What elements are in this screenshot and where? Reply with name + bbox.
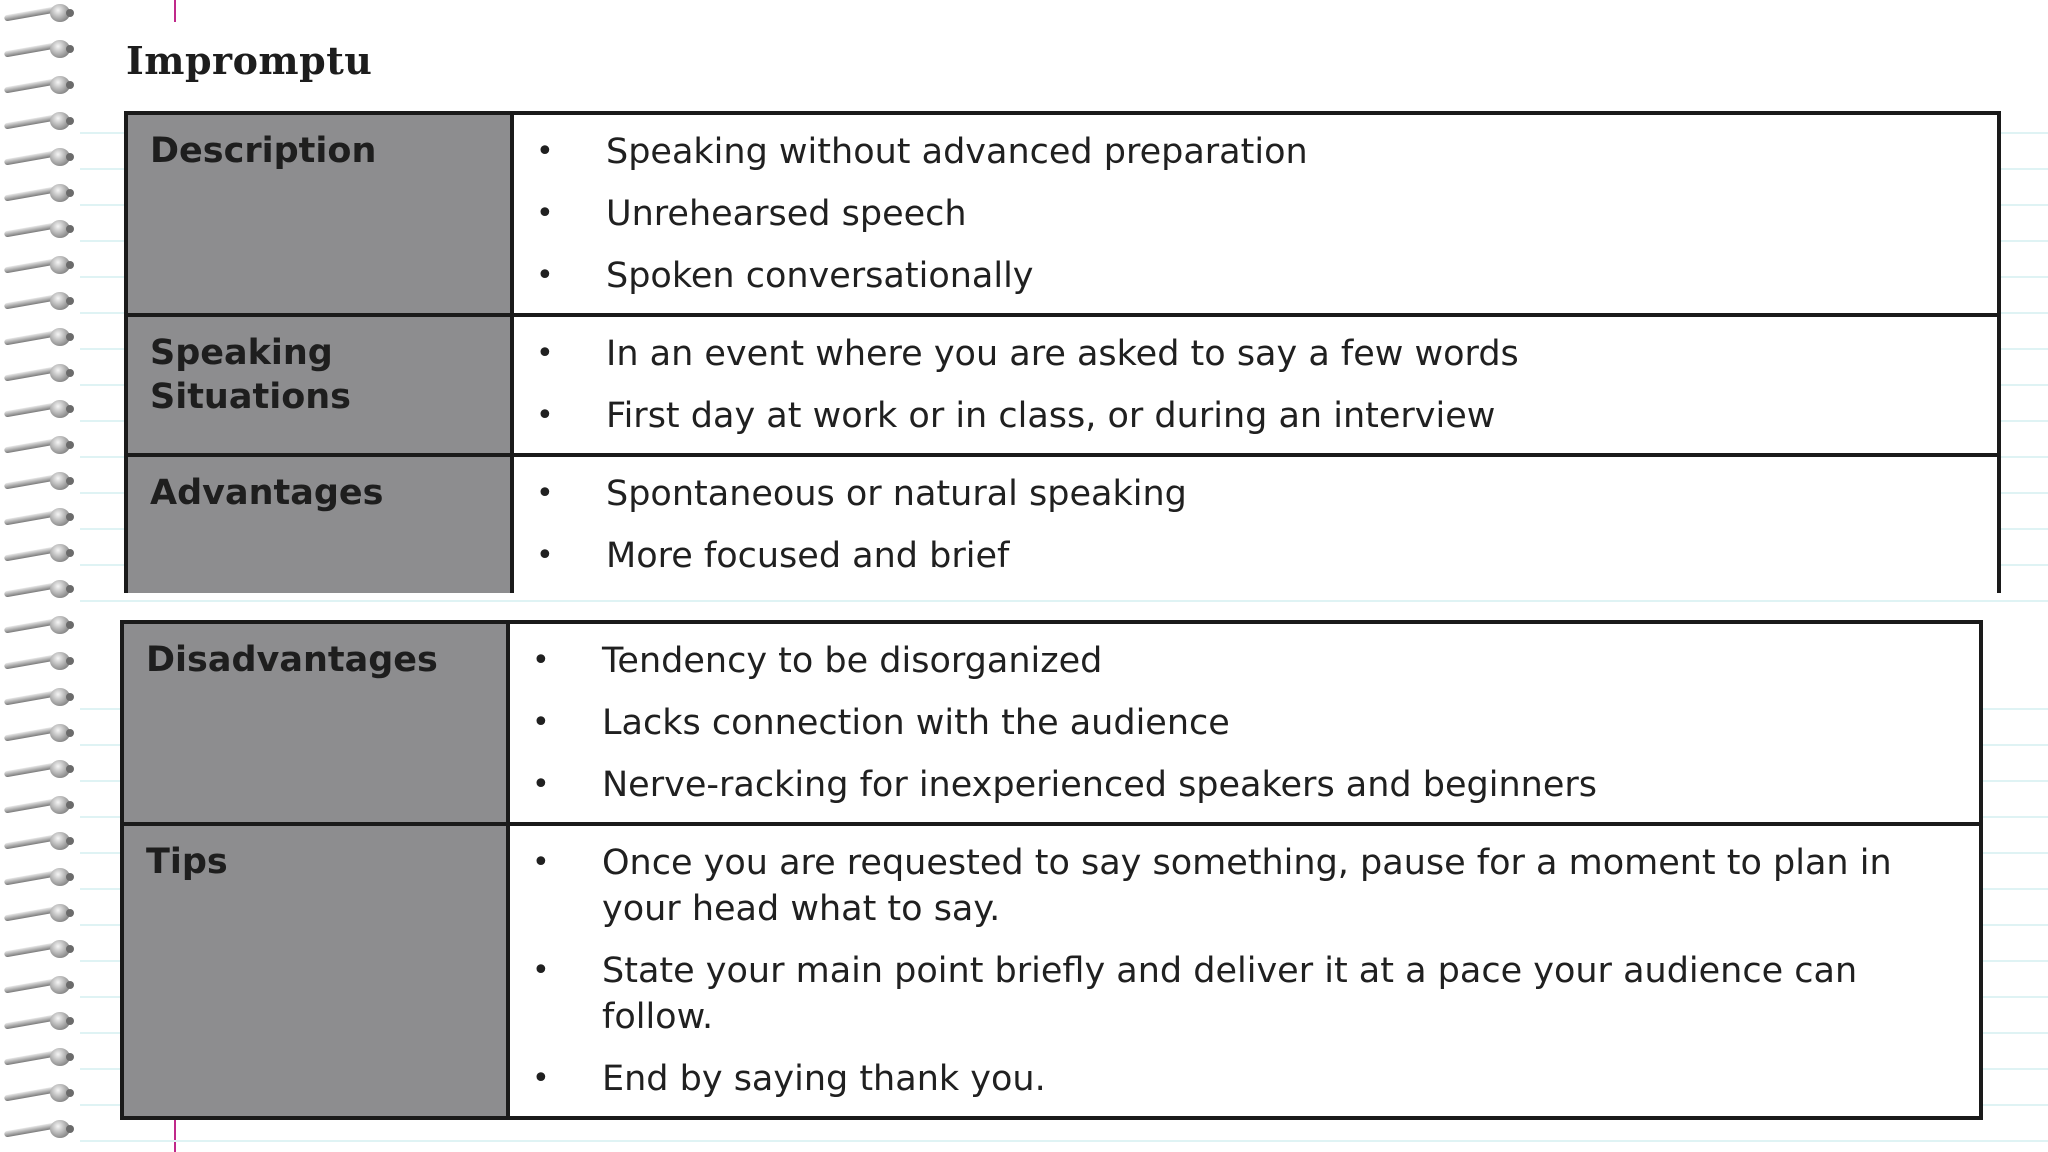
- bullet-icon: •: [536, 134, 554, 169]
- spiral-ring-icon: [4, 650, 76, 672]
- spiral-ring-icon: [4, 146, 76, 168]
- bullet-icon: •: [536, 538, 554, 573]
- spiral-ring-icon: [4, 794, 76, 816]
- bullet-list: [536, 331, 1977, 439]
- list-item: • Nerve-racking for inexperienced speakers and beginners: [532, 762, 1959, 808]
- row-label-tips: Tips: [122, 824, 508, 1118]
- row-content: [512, 113, 1999, 315]
- ruled-line: [80, 600, 2048, 602]
- table-row: [126, 113, 1999, 315]
- spiral-ring-icon: [4, 182, 76, 204]
- spiral-ring-icon: [4, 542, 76, 564]
- row-label-speaking-situations: Speaking Situations: [126, 315, 512, 455]
- list-item: • In an event where you are asked to say a few words: [536, 331, 1977, 377]
- list-item: • State your main point briefly and deliver it at a pace your audience can follow.: [532, 948, 1959, 1040]
- bullet-list: [536, 129, 1977, 299]
- spiral-ring-icon: [4, 1118, 76, 1140]
- list-item: • Lacks connection with the audience: [532, 700, 1959, 746]
- bullet-icon: •: [532, 643, 550, 678]
- spiral-ring-icon: [4, 434, 76, 456]
- bullet-icon: •: [536, 336, 554, 371]
- spiral-ring-icon: [4, 974, 76, 996]
- row-content: [508, 824, 1981, 1118]
- page-title: Impromptu: [126, 38, 373, 83]
- impromptu-table-top: [124, 111, 2001, 593]
- list-item: • First day at work or in class, or during an interview: [536, 393, 1977, 439]
- list-item: • Speaking without advanced preparation: [536, 129, 1977, 175]
- row-content: [508, 622, 1981, 824]
- spiral-ring-icon: [4, 866, 76, 888]
- row-content: [512, 315, 1999, 455]
- spiral-ring-icon: [4, 614, 76, 636]
- bullet-list: [532, 638, 1959, 808]
- spiral-ring-icon: [4, 1046, 76, 1068]
- spiral-ring-icon: [4, 326, 76, 348]
- spiral-ring-icon: [4, 506, 76, 528]
- list-item: • More focused and brief: [536, 533, 1977, 579]
- spiral-ring-icon: [4, 470, 76, 492]
- bullet-icon: •: [532, 705, 550, 740]
- spiral-ring-icon: [4, 722, 76, 744]
- spiral-ring-icon: [4, 398, 76, 420]
- impromptu-table-bottom: [120, 620, 1983, 1120]
- spiral-ring-icon: [4, 938, 76, 960]
- spiral-ring-icon: [4, 1010, 76, 1032]
- spiral-binding-icon: [0, 0, 82, 1152]
- spiral-ring-icon: [4, 74, 76, 96]
- ruled-line: [80, 1140, 2048, 1142]
- spiral-ring-icon: [4, 578, 76, 600]
- spiral-ring-icon: [4, 218, 76, 240]
- list-item: • Unrehearsed speech: [536, 191, 1977, 237]
- bullet-icon: •: [532, 845, 550, 880]
- list-item: • Spontaneous or natural speaking: [536, 471, 1977, 517]
- margin-line: [174, 0, 176, 22]
- bullet-icon: •: [536, 476, 554, 511]
- spiral-ring-icon: [4, 290, 76, 312]
- spiral-ring-icon: [4, 902, 76, 924]
- table-row: [126, 315, 1999, 455]
- table-row: [122, 622, 1981, 824]
- spiral-ring-icon: [4, 2, 76, 24]
- row-label-advantages: Advantages: [126, 455, 512, 593]
- bullet-list: [532, 840, 1959, 1102]
- bullet-icon: •: [532, 1061, 550, 1096]
- spiral-ring-icon: [4, 38, 76, 60]
- spiral-ring-icon: [4, 254, 76, 276]
- row-content: [512, 455, 1999, 593]
- list-item: • Once you are requested to say something, pause for a moment to plan in your head what to say.: [532, 840, 1959, 932]
- spiral-ring-icon: [4, 110, 76, 132]
- bullet-list: [536, 471, 1977, 579]
- spiral-ring-icon: [4, 758, 76, 780]
- list-item: • Tendency to be disorganized: [532, 638, 1959, 684]
- spiral-ring-icon: [4, 686, 76, 708]
- row-label-disadvantages: Disadvantages: [122, 622, 508, 824]
- bullet-icon: •: [536, 258, 554, 293]
- table-row: [122, 824, 1981, 1118]
- bullet-icon: •: [536, 196, 554, 231]
- table-row: [126, 455, 1999, 593]
- spiral-ring-icon: [4, 362, 76, 384]
- bullet-icon: •: [536, 398, 554, 433]
- bullet-icon: •: [532, 953, 550, 988]
- spiral-ring-icon: [4, 830, 76, 852]
- bullet-icon: •: [532, 767, 550, 802]
- list-item: • End by saying thank you.: [532, 1056, 1959, 1102]
- list-item: • Spoken conversationally: [536, 253, 1977, 299]
- spiral-ring-icon: [4, 1082, 76, 1104]
- row-label-description: Description: [126, 113, 512, 315]
